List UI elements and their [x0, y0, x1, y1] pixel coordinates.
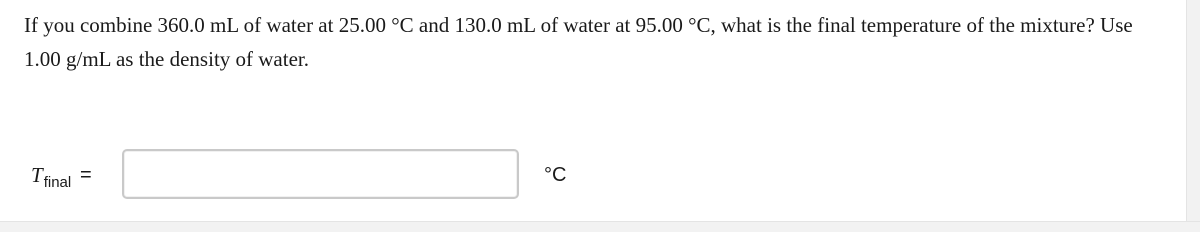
- answer-input[interactable]: [122, 149, 519, 199]
- variable-subscript: final: [43, 174, 72, 191]
- answer-variable-label: [31, 163, 71, 191]
- unit-label: °C: [544, 164, 567, 186]
- bottom-edge-border: [0, 221, 1200, 232]
- question-text: If you combine 360.0 mL of water at 25.00 °C and 130.0 mL of water at 95.00 °C, what is the final temperature of the mixture? Use 1.00 g/mL as the density of water.: [24, 13, 1133, 71]
- right-edge-border: [1186, 0, 1200, 231]
- equals-sign: =: [80, 164, 92, 186]
- variable-symbol: T: [31, 163, 43, 187]
- answer-row: [0, 148, 1186, 200]
